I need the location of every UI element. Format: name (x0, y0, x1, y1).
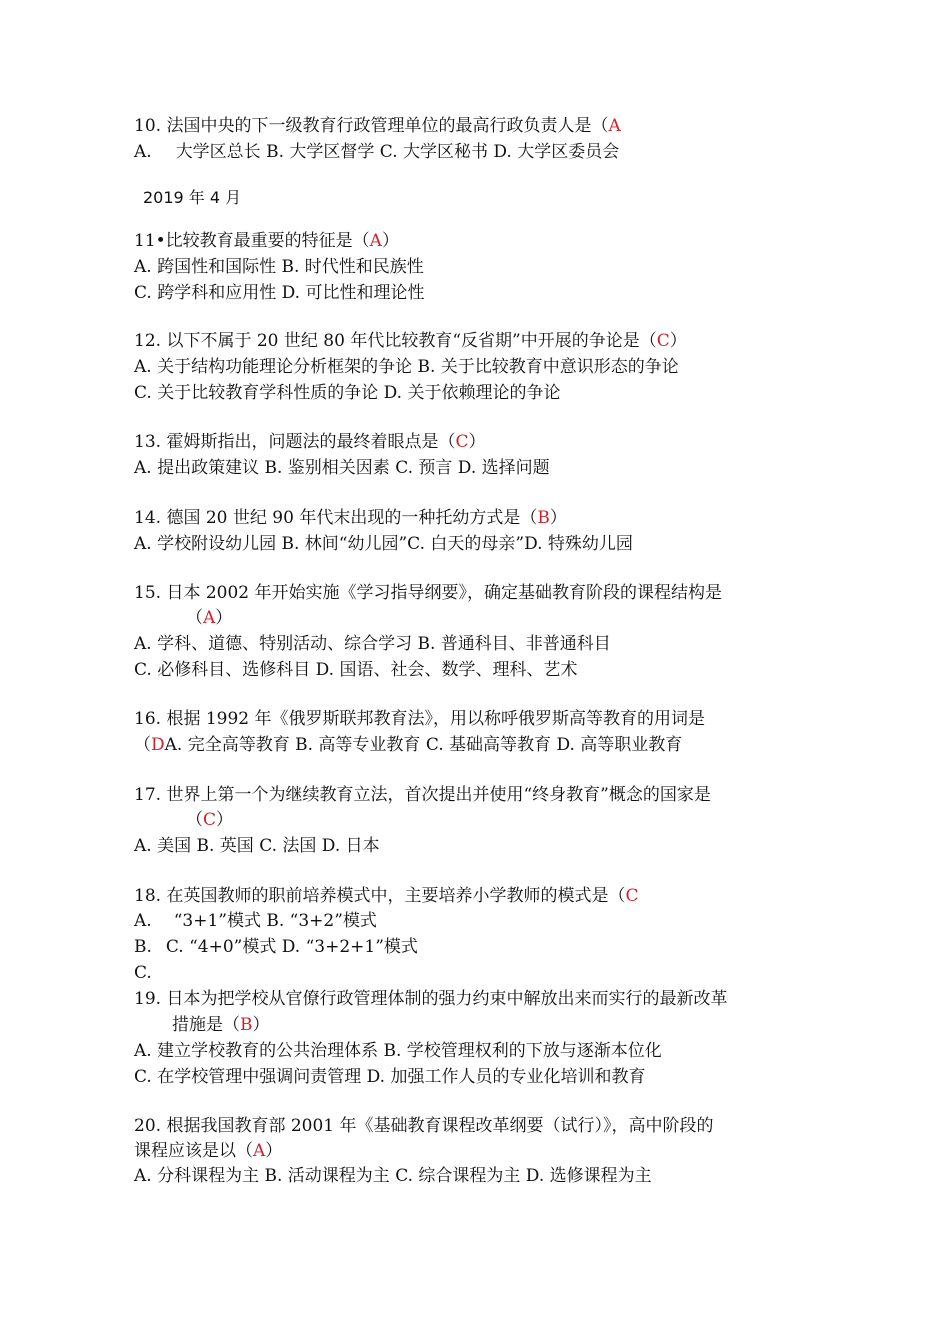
answer-13: C (455, 432, 469, 452)
question-19-options-2: C. 在学校管理中强调问责管理 D. 加强工作人员的专业化培训和教育 (134, 1067, 646, 1087)
question-12-options-1: A. 关于结构功能理论分析框架的争论 B. 关于比较教育中意识形态的争论 (134, 357, 679, 377)
question-13-options-1: A. 提出政策建议 B. 鉴别相关因素 C. 预言 D. 选择问题 (134, 458, 550, 478)
question-11-options-2: C. 跨学科和应用性 D. 可比性和理论性 (134, 283, 425, 303)
question-16-options-1: （DA. 完全高等教育 B. 高等专业教育 C. 基础高等教育 D. 高等职业教育 (134, 735, 683, 755)
question-15-options-1: A. 学科、道德、特别活动、综合学习 B. 普通科目、非普通科目 (134, 634, 611, 654)
question-15-answer-line: （A） (186, 608, 233, 628)
answer-15: A (203, 608, 216, 628)
question-13-stem: 13. 霍姆斯指出，问题法的最终着眼点是（C） (134, 432, 486, 452)
question-20-stem-cont: 课程应该是以（A） (134, 1141, 283, 1161)
question-10-options: A. 大学区总长 B. 大学区督学 C. 大学区秘书 D. 大学区委员会 (134, 142, 620, 162)
answer-18: C (625, 886, 639, 906)
question-10-stem: 10. 法国中央的下一级教育行政管理单位的最高行政负责人是（A (134, 116, 621, 136)
answer-17: C (203, 810, 217, 830)
answer-12: C (656, 331, 670, 351)
question-18-options-3: C. (134, 963, 152, 983)
question-18-stem: 18. 在英国教师的职前培养模式中，主要培养小学教师的模式是（C (134, 886, 639, 906)
question-17-stem: 17. 世界上第一个为继续教育立法，首次提出并使用“终身教育”概念的国家是 (134, 785, 711, 805)
question-17-options-1: A. 美国 B. 英国 C. 法国 D. 日本 (134, 836, 380, 856)
answer-19: B (240, 1015, 253, 1035)
question-17-answer-line: （C） (186, 810, 234, 830)
question-18-options-1: A. “3+1”模式 B. “3+2”模式 (134, 911, 377, 931)
question-15-options-2: C. 必修科目、选修科目 D. 国语、社会、数学、理科、艺术 (134, 660, 578, 680)
question-15-stem: 15. 日本 2002 年开始实施《学习指导纲要》，确定基础教育阶段的课程结构是 (134, 583, 723, 603)
answer-20: A (253, 1141, 266, 1161)
question-14-options-1: A. 学校附设幼儿园 B. 林间“幼儿园”C. 白天的母亲”D. 特殊幼儿园 (134, 534, 633, 554)
question-16-stem: 16. 根据 1992 年《俄罗斯联邦教育法》，用以称呼俄罗斯高等教育的用词是 (134, 709, 706, 729)
question-14-stem: 14. 德国 20 世纪 90 年代末出现的一种托幼方式是（B） (134, 508, 567, 528)
question-20-options-1: A. 分科课程为主 B. 活动课程为主 C. 综合课程为主 D. 选修课程为主 (134, 1166, 652, 1186)
question-19-options-1: A. 建立学校教育的公共治理体系 B. 学校管理权利的下放与逐渐本位化 (134, 1041, 662, 1061)
question-20-stem: 20. 根据我国教育部 2001 年《基础教育课程改革纲要（试行）》，高中阶段的 (134, 1116, 714, 1136)
answer-11: A (369, 231, 382, 251)
answer-10: A (608, 116, 621, 136)
answer-14: B (537, 508, 550, 528)
question-18-options-2: B. C. “4+0”模式 D. “3+2+1”模式 (134, 937, 418, 957)
question-11-stem: 11•比较教育最重要的特征是（A） (134, 231, 399, 251)
question-19-stem-cont: 措施是（B） (172, 1015, 270, 1035)
question-11-options-1: A. 跨国性和国际性 B. 时代性和民族性 (134, 257, 424, 277)
question-12-options-2: C. 关于比较教育学科性质的争论 D. 关于依赖理论的争论 (134, 383, 561, 403)
question-19-stem: 19. 日本为把学校从官僚行政管理体制的强力约束中解放出来而实行的最新改革 (134, 989, 728, 1009)
answer-16: D (151, 735, 165, 755)
section-date: 2019 年 4 月 (143, 188, 242, 207)
question-12-stem: 12. 以下不属于 20 世纪 80 年代比较教育“反省期”中开展的争论是（C） (134, 331, 687, 351)
